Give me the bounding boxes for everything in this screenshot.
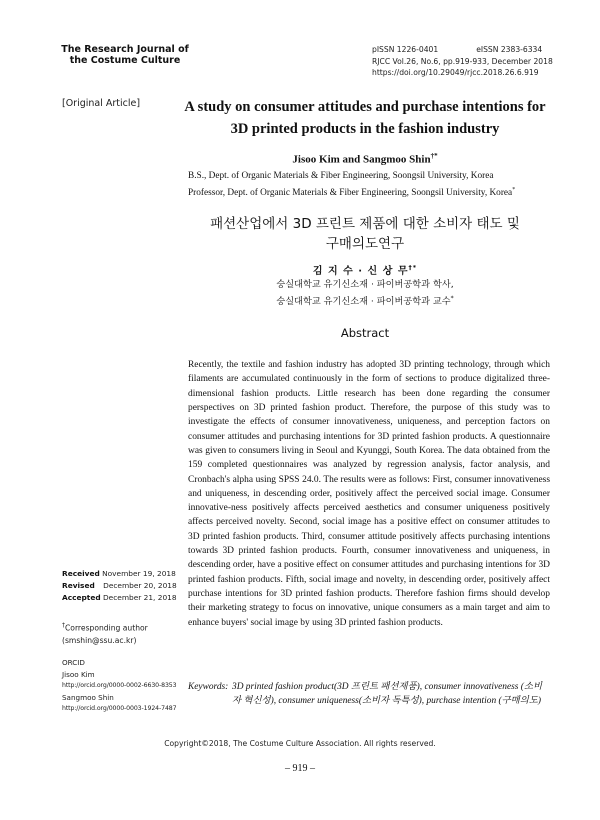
accepted-date: December 21, 2018 [102,593,177,602]
authors-korean [180,262,550,277]
corresponding-label: Corresponding author [65,623,148,633]
affiliation-korean-2: 숭실대학교 유기신소재 · 파이버공학과 교수 [276,295,451,307]
copyright-notice: Copyright©2018, The Costume Culture Association. All rights reserved. [164,739,436,748]
affiliation-english-2-mark: * [512,186,516,193]
keywords-text: 3D printed fashion product(3D 프린트 패션제품), consumer innovativeness (소비자 혁신성), consumer uniqueness(소비자 독특성), purchase intention (구매의도) [232,682,543,706]
accepted-label: Accepted [62,593,101,602]
revised-date: December 20, 2018 [103,581,177,590]
authors-english-names: Jisoo Kim and Sangmoo Shin [292,153,431,166]
affiliation-korean-1: 숭실대학교 유기신소재 · 파이버공학과 학사, [276,279,454,290]
affiliation-english-1: B.S., Dept. of Organic Materials & Fiber Engineering, Soongsil University, Korea [188,171,494,181]
authors-korean-names: 김 지 수 · 신 상 무 [312,266,409,277]
title-korean-line2: 구매의도연구 [325,236,405,252]
journal-name-line1: The Research Journal of [61,44,189,55]
affiliation-korean-2-mark: * [450,294,454,302]
affiliations-korean [180,278,550,308]
title-english-line2: 3D printed products in the fashion industry [230,121,500,137]
doi-link[interactable]: https://doi.org/10.29049/rjcc.2018.26.6.919 [372,68,539,77]
affiliations-english [188,170,548,200]
title-korean-line1: 패션산업에서 3D 프린트 제품에 대한 소비자 태도 및 [210,216,520,232]
orcid-label: ORCID [62,658,85,667]
orcid-section [62,657,192,715]
article-type: [Original Article] [62,98,141,109]
journal-name-line2: the Costume Culture [69,55,181,66]
title-english [180,96,550,140]
revised-label: Revised [62,581,95,590]
page-number: – 919 – [285,763,315,774]
authors-english-mark: †* [430,152,438,160]
orcid-link-1[interactable]: http://orcid.org/0000-0002-6630-8353 [62,682,177,689]
corresponding-author [62,620,182,647]
pissn: pISSN 1226-0401 [372,45,439,54]
authors-korean-mark: †* [408,263,418,272]
orcid-link-2[interactable]: http://orcid.org/0000-0003-1924-7487 [62,705,177,712]
article-dates [62,568,182,604]
received-date: November 19, 2018 [102,569,176,578]
abstract-heading: Abstract [340,326,390,340]
citation: RJCC Vol.26, No.6, pp.919-933, December 2018 [372,56,553,66]
orcid-name-2: Sangmoo Shin [62,692,114,702]
journal-name [60,44,190,66]
title-korean [180,214,550,254]
corresponding-mark: † [62,622,65,629]
eissn: eISSN 2383-6334 [476,45,543,54]
title-english-line1: A study on consumer attitudes and purchase intentions for [184,99,546,115]
received-label: Received [62,569,100,578]
keywords-label: Keywords: [188,682,229,692]
authors-english [180,152,550,166]
orcid-name-1: Jisoo Kim [62,669,95,679]
abstract-body: Recently, the textile and fashion industry has adopted 3D printing technology, through which filaments are accumulated continuously in the form of sections to produce digitalized three-dimensional fashion products. Little research has been done regarding the consumer perspectives on 3D printed fashion product. Therefore, the purpose of this study was to investigate the effects of consumer innovativeness, uniqueness, and perception factors on consumer attitudes and purchasing intentions for 3D printed fashion products. A questionnaire was given to consumers living in Seoul and Kyunggi, South Korea. The data obtained from the 159 completed questionnaires was analyzed by regression analysis, factor analysis, and Cronbach's alpha using SPSS 24.0. The results were as follows: First, consumer innovativeness and uniqueness, in descending order, positively affect the perceived social image. Consumer innovative-ness positively affects perceived aesthetics and consumer uniqueness positively affects perceived novelty. Second, social image has a positive effect on consumer attitudes to 3D printed fashion products. Third, consumer attitude positively affects purchasing intentions towards 3D printed fashion products. Fourth, consumer innovativeness and uniqueness, in descending order, have a positive effect on consumer attitudes and purchasing intentions for 3D printed fashion products. Fifth, social image and novelty, in descending order, positively affect purchase intentions for 3D printed fashion products. Therefore fashion firms should develop their marketing strategy to focus on innovative, unique consumers as a main target and aim to enhance buyers' social image by using 3D printed fashion products. [188,360,550,628]
journal-info [372,44,553,79]
affiliation-english-2: Professor, Dept. of Organic Materials & Fiber Engineering, Soongsil University, Korea [188,187,513,198]
corresponding-email[interactable]: (smshin@ssu.ac.kr) [62,635,137,645]
